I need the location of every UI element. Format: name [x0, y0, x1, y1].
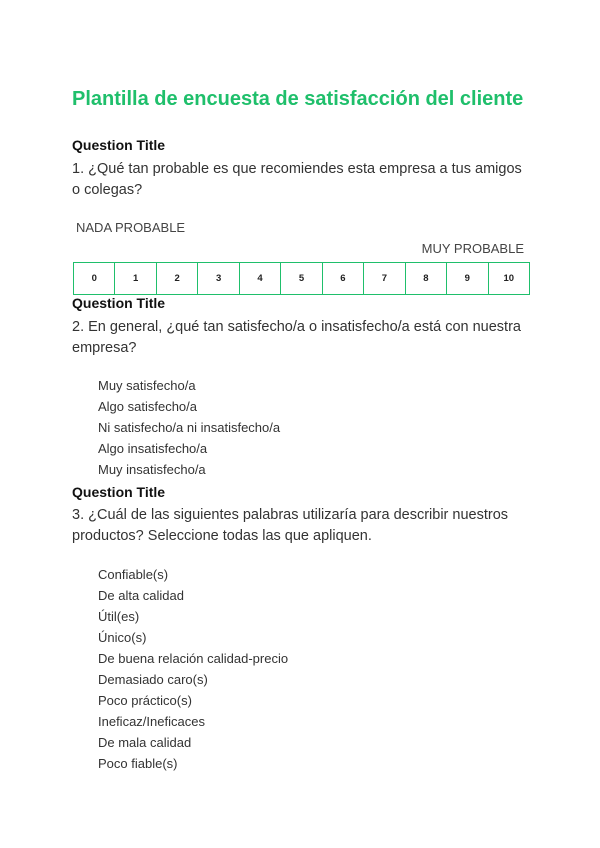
scale-option-2[interactable]: 2 [157, 263, 198, 294]
option-mala-calidad[interactable]: De mala calidad [98, 735, 192, 750]
option-muy-satisfecho[interactable]: Muy satisfecho/a [98, 378, 196, 393]
question-2-text: 2. En general, ¿qué tan satisfecho/a o insatisfecho/a está con nuestra empresa? [72, 319, 521, 356]
option-alta-calidad[interactable]: De alta calidad [98, 588, 184, 603]
scale-low-label: NADA PROBABLE [76, 220, 186, 235]
option-demasiado-caro[interactable]: Demasiado caro(s) [98, 672, 208, 687]
question-2-options [98, 375, 280, 480]
scale-option-3[interactable]: 3 [198, 263, 239, 294]
option-buena-relacion[interactable]: De buena relación calidad-precio [98, 651, 289, 666]
question-2-heading: Question Title [72, 295, 166, 311]
scale-high-label: MUY PROBABLE [421, 241, 524, 256]
scale-option-9[interactable]: 9 [447, 263, 488, 294]
question-3-text: 3. ¿Cuál de las siguientes palabras utilizaría para describir nuestros productos? Seleccione todas las que apliquen. [72, 507, 509, 544]
option-unico[interactable]: Único(s) [98, 630, 147, 645]
option-confiable[interactable]: Confiable(s) [98, 567, 169, 582]
scale-option-7[interactable]: 7 [364, 263, 405, 294]
question-3-heading: Question Title [72, 484, 166, 500]
scale-option-10[interactable]: 10 [503, 273, 515, 284]
scale-option-8[interactable]: 8 [406, 263, 447, 294]
question-1-text: 1. ¿Qué tan probable es que recomiendes esta empresa a tus amigos o colegas? [72, 161, 522, 198]
option-neutral[interactable]: Ni satisfecho/a ni insatisfecho/a [98, 420, 281, 435]
option-util[interactable]: Útil(es) [98, 609, 140, 624]
scale-option-1[interactable]: 1 [115, 263, 156, 294]
scale-option-6[interactable]: 6 [323, 263, 364, 294]
option-algo-satisfecho[interactable]: Algo satisfecho/a [98, 399, 198, 414]
likelihood-scale [73, 262, 530, 295]
question-3-options [98, 564, 288, 774]
option-algo-insatisfecho[interactable]: Algo insatisfecho/a [98, 441, 208, 456]
scale-option-4[interactable]: 4 [240, 263, 281, 294]
option-ineficaz[interactable]: Ineficaz/Ineficaces [98, 714, 205, 729]
scale-option-5[interactable]: 5 [281, 263, 322, 294]
scale-option-0[interactable]: 0 [74, 263, 115, 294]
question-1-heading: Question Title [72, 137, 166, 153]
document-title: Plantilla de encuesta de satisfacción del cliente [72, 88, 524, 110]
option-muy-insatisfecho[interactable]: Muy insatisfecho/a [98, 462, 206, 477]
option-poco-practico[interactable]: Poco práctico(s) [98, 693, 192, 708]
option-poco-fiable[interactable]: Poco fiable(s) [98, 756, 178, 771]
